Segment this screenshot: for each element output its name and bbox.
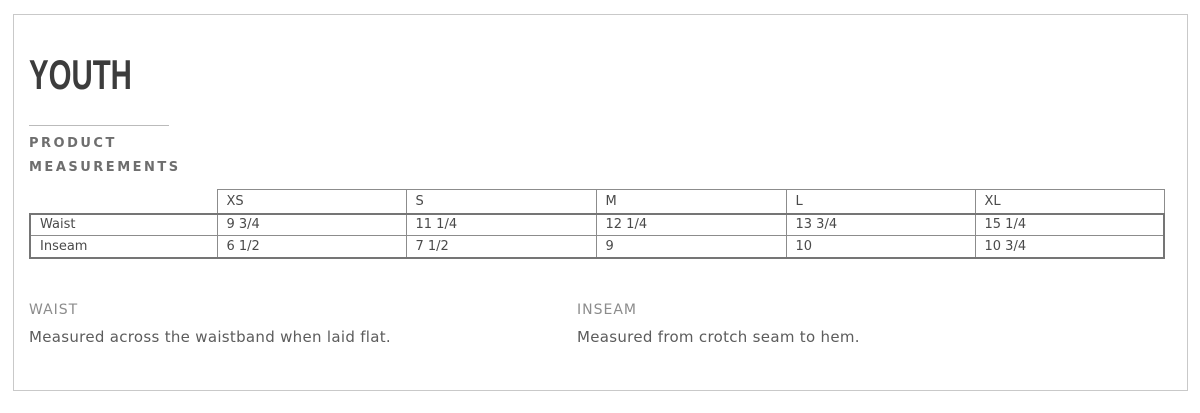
- column-header-xl: XL: [975, 190, 1164, 214]
- section-label: PRODUCT MEASUREMENTS: [29, 136, 181, 175]
- measurements-table: [29, 189, 1165, 259]
- measurement-value: 11 1/4: [406, 214, 596, 236]
- note-term: WAIST: [29, 302, 79, 318]
- note-definition: Measured from crotch seam to hem.: [577, 328, 860, 346]
- measurement-value: 12 1/4: [596, 214, 786, 236]
- note-inseam: [577, 302, 860, 346]
- page-title: YOUTH: [29, 51, 132, 98]
- measurement-value: 10 3/4: [975, 236, 1164, 258]
- column-header-l: L: [786, 190, 975, 214]
- measurement-value: 7 1/2: [406, 236, 596, 258]
- measurement-value: 9 3/4: [217, 214, 406, 236]
- column-header-xs: XS: [217, 190, 406, 214]
- column-header-empty: [30, 190, 217, 214]
- column-header-s: S: [406, 190, 596, 214]
- measurement-value: 10: [786, 236, 975, 258]
- row-label: Waist: [30, 214, 217, 236]
- table-header-row: [30, 190, 1164, 214]
- measurement-notes: [29, 302, 1179, 372]
- note-term: INSEAM: [577, 302, 637, 318]
- title-divider: [29, 125, 169, 126]
- note-definition: Measured across the waistband when laid flat.: [29, 328, 391, 346]
- measurement-value: 6 1/2: [217, 236, 406, 258]
- column-header-m: M: [596, 190, 786, 214]
- table-row-waist: [30, 214, 1164, 236]
- size-chart-panel: [13, 14, 1188, 391]
- measurement-value: 9: [596, 236, 786, 258]
- measurement-value: 15 1/4: [975, 214, 1164, 236]
- note-waist: [29, 302, 391, 346]
- table-row-inseam: [30, 236, 1164, 258]
- row-label: Inseam: [30, 236, 217, 258]
- measurement-value: 13 3/4: [786, 214, 975, 236]
